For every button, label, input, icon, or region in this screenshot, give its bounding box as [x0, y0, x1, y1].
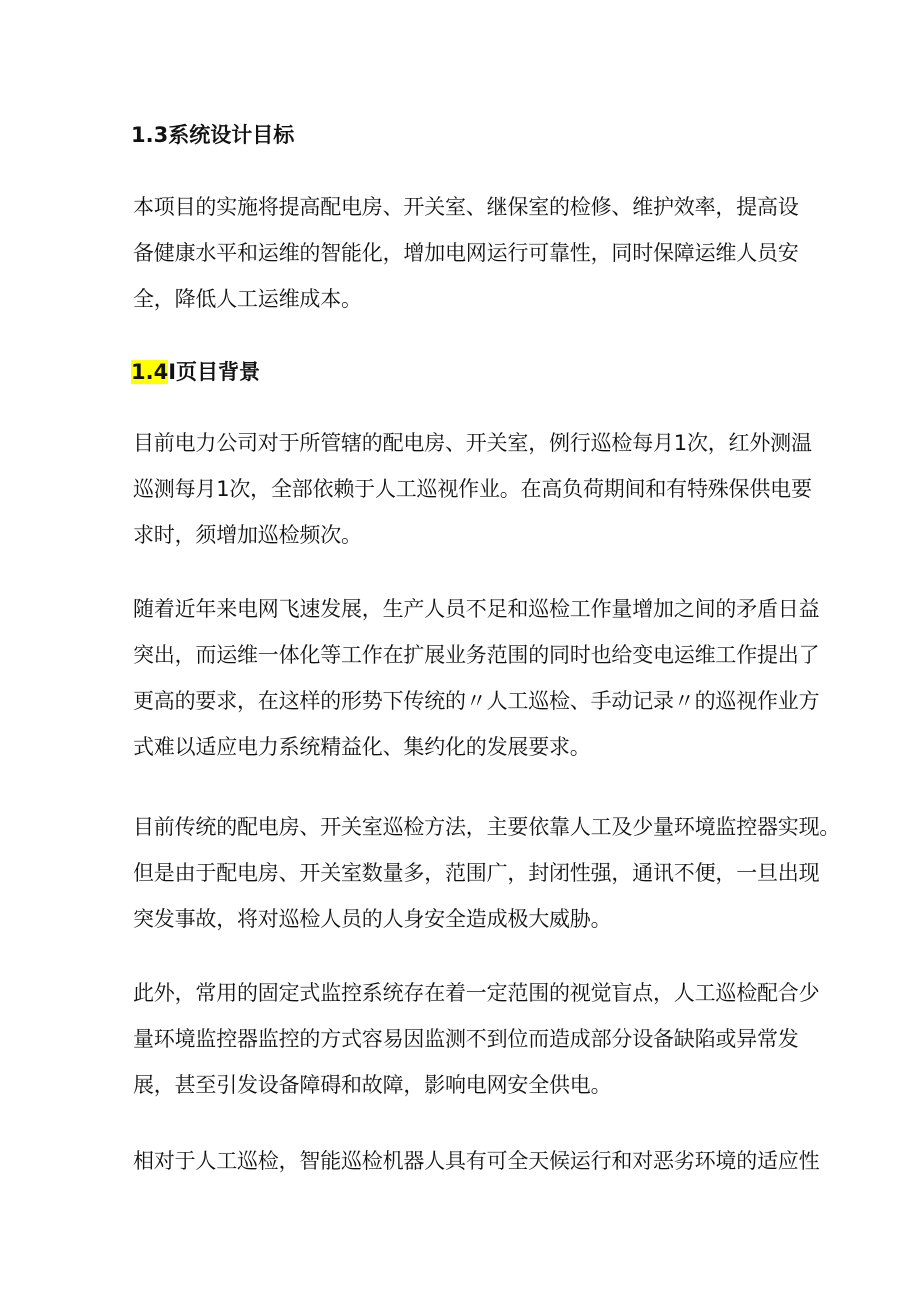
paragraph-line: 突出，而运维一体化等工作在扩展业务范围的同时也给变电运维工作提出了 [133, 643, 820, 667]
paragraph-line: 全，降低人工运维成本。 [133, 287, 362, 311]
paragraph-line: 备健康水平和运维的智能化，增加电网运行可靠性，同时保障运维人员安 [133, 241, 799, 265]
paragraph-line: 目前传统的配电房、开关室巡检方法，主要依靠人工及少量环境监控器实现。 [133, 815, 841, 839]
paragraph-background-3 [133, 804, 841, 942]
paragraph-design-goals [133, 184, 813, 322]
paragraph-line: 此外，常用的固定式监控系统存在着一定范围的视觉盲点，人工巡检配合少 [133, 981, 820, 1005]
paragraph-line: 本项目的实施将提高配电房、开关室、继保室的检修、维护效率，提高设 [133, 195, 799, 219]
paragraph-line: 随着近年来电网飞速发展，生产人员不足和巡检工作量增加之间的矛盾日益 [133, 597, 820, 621]
paragraph-line: 更高的要求，在这样的形势下传统的〃人工巡检、手动记录〃的巡视作业方 [133, 689, 820, 713]
paragraph-background-5 [133, 1138, 820, 1184]
paragraph-background-2 [133, 586, 820, 770]
paragraph-line: 相对于人工巡检，智能巡检机器人具有可全天候运行和对恶劣环境的适应性 [133, 1149, 820, 1173]
paragraph-line: 式难以适应电力系统精益化、集约化的发展要求。 [133, 735, 591, 759]
paragraph-background-4 [133, 970, 820, 1108]
paragraph-background-1 [133, 420, 813, 558]
paragraph-line: 但是由于配电房、开关室数量多，范围广，封闭性强，通讯不便，一旦出现 [133, 861, 820, 885]
paragraph-line: 量环境监控器监控的方式容易因监测不到位而造成部分设备缺陷或异常发 [133, 1027, 799, 1051]
paragraph-line: 巡测每月1次，全部依赖于人工巡视作业。在高负荷期间和有特殊保供电要 [133, 477, 812, 501]
paragraph-line: 求时，须增加巡检频次。 [133, 523, 362, 547]
paragraph-line: 目前电力公司对于所管辖的配电房、开关室，例行巡检每月1次，红外测温 [133, 431, 812, 455]
section-heading-1-3: 1.3系统设计目标 [131, 123, 295, 147]
section-heading-1-4 [131, 357, 260, 387]
highlighted-section-number: 1.4 [131, 360, 169, 384]
section-heading-text: I页目背景 [168, 360, 261, 384]
paragraph-line: 展，甚至引发设备障碍和故障，影响电网安全供电。 [133, 1073, 612, 1097]
paragraph-line: 突发事故，将对巡检人员的人身安全造成极大威胁。 [133, 907, 612, 931]
